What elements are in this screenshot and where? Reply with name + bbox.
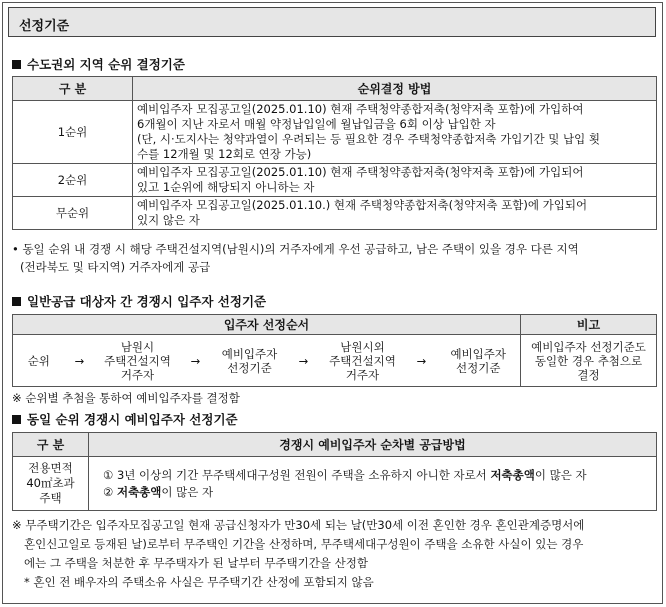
- method-col-header: 경쟁시 예비입주자 순차별 공급방법: [89, 433, 657, 457]
- priority-item-2: ② 저축총액이 많은 자: [103, 484, 214, 499]
- order-col-header: 입주자 선정순서: [13, 315, 521, 335]
- section1-heading: 수도권외 지역 순위 결정기준: [12, 55, 185, 73]
- category-col-header: 구 분: [13, 433, 89, 457]
- rank-col-header: 구 분: [13, 77, 133, 101]
- page-title: 선정기준: [19, 19, 70, 34]
- footnote: ※ 무주택기간은 입주자모집공고일 현재 공급신청자가 만30세 되는 날(만30세 이전 혼인한 경우 혼인관계증명서에 혼인신고일로 등재된 날)로부터 무주택인 기간을 산정하며, 무주택세대구성원이 주택을 소유한 사실이 있는 경우 에는 그 주택을 처분한 후 무주택자가 된 날부터 무주택기간을 산정함 * 혼인 전 배우자의 주택소유 사실은 무주택기간 산정에 포함되지 않음: [12, 518, 585, 589]
- rank-cell: 2순위: [13, 164, 133, 197]
- bigo-col-header: 비고: [521, 315, 657, 335]
- square-bullet-icon: [12, 415, 21, 424]
- method-cell: 예비입주자 모집공고일(2025.01.10) 현재 주택청약종합저축(청약저축 포함)에 가입되어 있고 1순위에 해당되지 아니하는 자: [133, 164, 657, 197]
- method-cell: 예비입주자 모집공고일(2025.01.10.) 현재 주택청약종합저축(청약저축 포함)에 가입되어 있지 않은 자: [133, 197, 657, 230]
- flow-step: 남원시 주택건설지역 거주자: [95, 335, 181, 387]
- category-cell: 전용면적 40㎡초과 주택: [13, 457, 89, 511]
- flow-step: 예비입주자 선정기준: [437, 335, 521, 387]
- section1-note: • 동일 순위 내 경쟁 시 해당 주택건설지역(남원시)의 거주자에게 우선 공급하고, 남은 주택이 있을 경우 다른 지역 (전라북도 및 타지역) 거주자에게 공급: [12, 242, 579, 274]
- flow-step: 순위: [13, 335, 65, 387]
- square-bullet-icon: [12, 297, 21, 306]
- method-col-header: 순위결정 방법: [133, 77, 657, 101]
- arrow-icon: →: [65, 335, 95, 387]
- rank-cell: 1순위: [13, 101, 133, 164]
- selection-order-table: [12, 314, 657, 387]
- section2-note: ※ 순위별 추첨을 통하여 예비입주자를 결정함: [12, 391, 240, 405]
- rank-table: [12, 76, 657, 230]
- bigo-cell: 예비입주자 선정기준도 동일한 경우 추첨으로 결정: [521, 335, 657, 387]
- arrow-icon: →: [407, 335, 437, 387]
- tiebreak-table: [12, 432, 657, 511]
- arrow-icon: →: [289, 335, 319, 387]
- priority-item-1: ① 3년 이상의 기간 무주택세대구성원 전원이 주택을 소유하지 아니한 자로서 저축총액이 많은 자: [103, 467, 587, 482]
- flow-step: 남원시외 주택건설지역 거주자: [319, 335, 407, 387]
- title-box: [8, 7, 656, 37]
- method-cell: [89, 457, 657, 511]
- section2-heading: 일반공급 대상자 간 경쟁시 입주자 선정기준: [12, 292, 266, 310]
- section3-heading: 동일 순위 경쟁시 예비입주자 선정기준: [12, 410, 238, 428]
- square-bullet-icon: [12, 60, 21, 69]
- flow-step: 예비입주자 선정기준: [211, 335, 289, 387]
- rank-cell: 무순위: [13, 197, 133, 230]
- method-cell: 예비입주자 모집공고일(2025.01.10) 현재 주택청약종합저축(청약저축 포함)에 가입하여 6개월이 지난 자로서 매월 약정납입일에 월납입금을 6회 이상 납입한 자 (단, 시·도지사는 청약과열이 우려되는 등 필요한 경우 주택청약종합저축 가입기간 및 납입 횟 수를 12개월 및 12회로 연장 가능): [133, 101, 657, 164]
- arrow-icon: →: [181, 335, 211, 387]
